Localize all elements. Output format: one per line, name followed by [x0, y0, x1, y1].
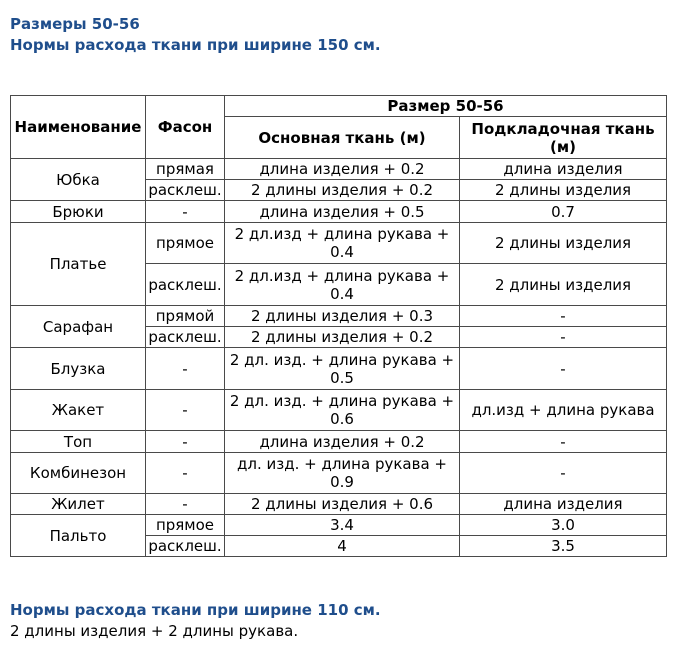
table-row [11, 431, 667, 453]
item-lining-fabric: - [460, 453, 667, 494]
item-main-fabric: 3.4 [225, 515, 460, 536]
item-lining-fabric: 2 длины изделия [460, 223, 667, 264]
item-main-fabric: длина изделия + 0.5 [225, 201, 460, 223]
item-style: - [146, 201, 225, 223]
table-row [11, 453, 667, 494]
item-name: Платье [11, 223, 146, 306]
item-main-fabric: 2 дл.изд + длина рукава + 0.4 [225, 264, 460, 306]
item-main-fabric: 2 дл. изд. + длина рукава + 0.5 [225, 348, 460, 390]
item-style: - [146, 431, 225, 453]
item-style: - [146, 348, 225, 390]
table-row [11, 494, 667, 515]
item-name: Жакет [11, 390, 146, 431]
item-name: Блузка [11, 348, 146, 390]
header-size-group: Размер 50-56 [225, 96, 667, 117]
footer-text: 2 длины изделия + 2 длины рукава. [10, 622, 299, 640]
item-lining-fabric: - [460, 348, 667, 390]
item-lining-fabric: 0.7 [460, 201, 667, 223]
item-style: прямое [146, 515, 225, 536]
header-lining-fabric: Подкладочная ткань (м) [460, 117, 667, 159]
item-style: расклеш. [146, 264, 225, 306]
table-row [11, 306, 667, 327]
item-style: - [146, 453, 225, 494]
item-name: Сарафан [11, 306, 146, 348]
item-lining-fabric: дл.изд + длина рукава [460, 390, 667, 431]
item-lining-fabric: длина изделия [460, 159, 667, 180]
item-style: - [146, 494, 225, 515]
item-name: Комбинезон [11, 453, 146, 494]
item-lining-fabric: 3.0 [460, 515, 667, 536]
item-main-fabric: длина изделия + 0.2 [225, 159, 460, 180]
fabric-consumption-table [10, 95, 667, 557]
item-name: Пальто [11, 515, 146, 557]
item-style: прямое [146, 223, 225, 264]
item-lining-fabric: 2 длины изделия [460, 264, 667, 306]
item-main-fabric: 2 дл. изд. + длина рукава + 0.6 [225, 390, 460, 431]
table-row [11, 348, 667, 390]
item-main-fabric: 2 длины изделия + 0.3 [225, 306, 460, 327]
item-style: прямой [146, 306, 225, 327]
item-name: Юбка [11, 159, 146, 201]
item-lining-fabric: - [460, 327, 667, 348]
table-row [11, 201, 667, 223]
item-name: Брюки [11, 201, 146, 223]
item-name: Топ [11, 431, 146, 453]
table-row [11, 515, 667, 536]
item-main-fabric: 2 длины изделия + 0.6 [225, 494, 460, 515]
item-main-fabric: дл. изд. + длина рукава + 0.9 [225, 453, 460, 494]
item-lining-fabric: 3.5 [460, 536, 667, 557]
item-main-fabric: длина изделия + 0.2 [225, 431, 460, 453]
table-row [11, 159, 667, 180]
header-main-fabric: Основная ткань (м) [225, 117, 460, 159]
page-title: Размеры 50-56 [10, 15, 140, 33]
item-lining-fabric: длина изделия [460, 494, 667, 515]
header-style: Фасон [146, 96, 225, 159]
item-style: расклеш. [146, 536, 225, 557]
item-main-fabric: 2 длины изделия + 0.2 [225, 180, 460, 201]
header-name: Наименование [11, 96, 146, 159]
item-style: расклеш. [146, 327, 225, 348]
item-style: - [146, 390, 225, 431]
page-subtitle: Нормы расхода ткани при ширине 150 см. [10, 36, 381, 54]
item-lining-fabric: - [460, 306, 667, 327]
item-name: Жилет [11, 494, 146, 515]
item-main-fabric: 4 [225, 536, 460, 557]
item-main-fabric: 2 дл.изд + длина рукава + 0.4 [225, 223, 460, 264]
item-lining-fabric: - [460, 431, 667, 453]
item-main-fabric: 2 длины изделия + 0.2 [225, 327, 460, 348]
footer-heading: Нормы расхода ткани при ширине 110 см. [10, 601, 381, 619]
item-style: прямая [146, 159, 225, 180]
item-lining-fabric: 2 длины изделия [460, 180, 667, 201]
table-row [11, 223, 667, 264]
table-row [11, 390, 667, 431]
table-header-row [11, 96, 667, 117]
item-style: расклеш. [146, 180, 225, 201]
